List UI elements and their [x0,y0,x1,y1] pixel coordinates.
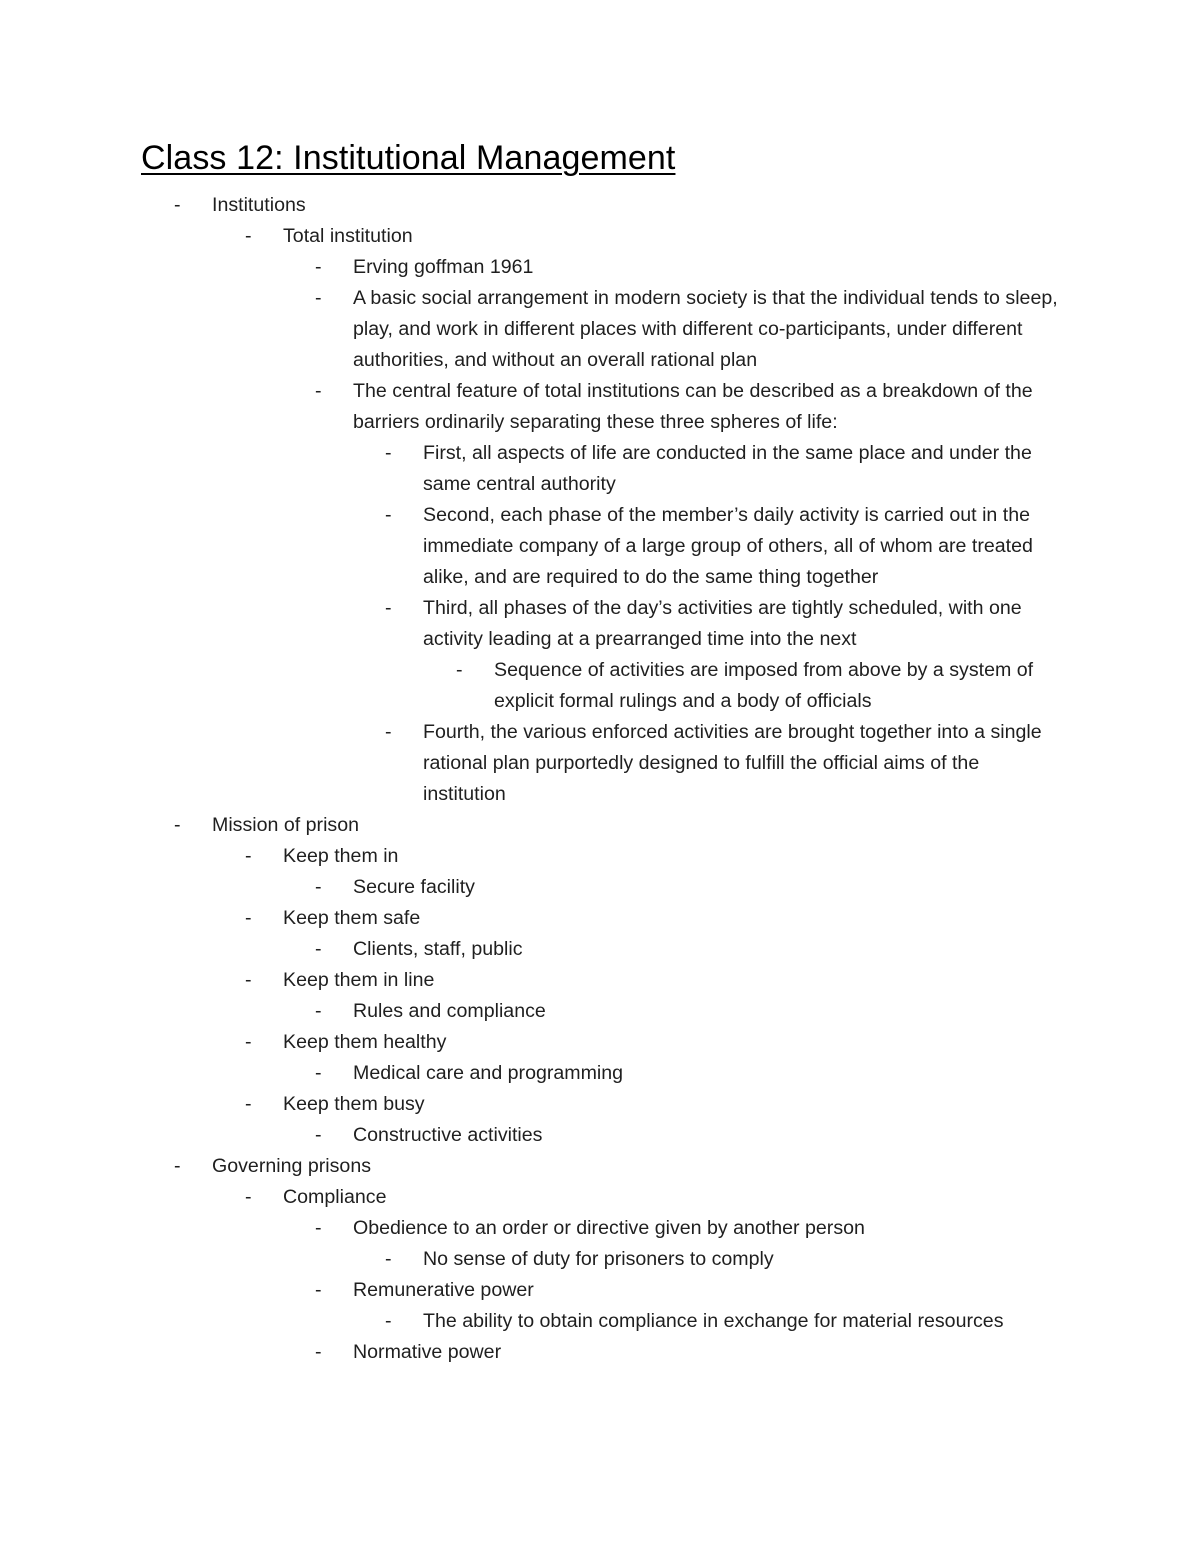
outline-item-text: Governing prisons [212,1155,372,1177]
dash-bullet-icon: - [315,1062,322,1084]
outline-item-level-0 [0,1151,1032,1182]
outline-item-text: The central feature of total institutions can be described as a breakdown of the barriers ordinarily separating these three spheres of life: [353,380,1033,433]
dash-bullet-icon: - [385,504,392,526]
outline-item-text: Sequence of activities are imposed from above by a system of explicit formal rulings and a body of officials [494,659,1034,712]
outline-item-level-3 [0,500,1063,593]
outline-item-text: Keep them healthy [283,1031,447,1053]
outline-item-level-1 [0,965,1043,996]
outline-item-level-0 [0,810,1032,841]
outline-item-level-1 [0,903,1043,934]
outline-item-text: Remunerative power [353,1279,534,1301]
dash-bullet-icon: - [174,814,181,836]
outline-item-level-1 [0,841,1043,872]
dash-bullet-icon: - [174,1155,181,1177]
outline-item-text: Rules and compliance [353,1000,546,1022]
outline-item-level-2 [0,1213,1058,1244]
outline-item-level-3 [0,1244,1063,1275]
dash-bullet-icon: - [245,1093,252,1115]
dash-bullet-icon: - [174,194,181,216]
outline-item-level-2 [0,872,1058,903]
dash-bullet-icon: - [385,1310,392,1332]
outline-item-text: Second, each phase of the member’s daily activity is carried out in the immediate company of a large group of others, all of whom are treated alike, and are required to do the same thing together [423,504,1033,588]
outline-item-level-2 [0,1120,1058,1151]
outline-item-level-2 [0,1337,1058,1368]
dash-bullet-icon: - [315,380,322,402]
outline-item-level-1 [0,221,1043,252]
dash-bullet-icon: - [315,1279,322,1301]
outline-item-text: Keep them in line [283,969,435,991]
dash-bullet-icon: - [245,907,252,929]
dash-bullet-icon: - [315,876,322,898]
outline-item-text: Institutions [212,194,306,216]
dash-bullet-icon: - [456,659,463,681]
dash-bullet-icon: - [245,225,252,247]
outline-item-text: Obedience to an order or directive given by another person [353,1217,865,1239]
outline-item-text: The ability to obtain compliance in exchange for material resources [423,1310,1004,1332]
bulleted-outline [0,190,1200,1368]
dash-bullet-icon: - [385,721,392,743]
dash-bullet-icon: - [245,1031,252,1053]
outline-item-level-3 [0,438,1063,500]
dash-bullet-icon: - [245,969,252,991]
outline-item-level-3 [0,1306,1063,1337]
outline-item-level-1 [0,1089,1043,1120]
dash-bullet-icon: - [315,938,322,960]
outline-item-text: Third, all phases of the day’s activities are tightly scheduled, with one activity leading at a prearranged time into the next [423,597,1022,650]
outline-item-text: Clients, staff, public [353,938,523,960]
dash-bullet-icon: - [245,1186,252,1208]
outline-item-level-2 [0,1275,1058,1306]
page-title: Class 12: Institutional Management [141,139,676,177]
dash-bullet-icon: - [315,287,322,309]
outline-item-level-2 [0,376,1058,438]
outline-item-text: Normative power [353,1341,502,1363]
dash-bullet-icon: - [315,1124,322,1146]
dash-bullet-icon: - [315,256,322,278]
dash-bullet-icon: - [315,1000,322,1022]
outline-item-level-3 [0,717,1063,810]
outline-item-level-1 [0,1182,1043,1213]
outline-item-level-2 [0,1058,1058,1089]
outline-item-level-1 [0,1027,1043,1058]
outline-item-level-2 [0,934,1058,965]
dash-bullet-icon: - [315,1217,322,1239]
dash-bullet-icon: - [315,1341,322,1363]
dash-bullet-icon: - [245,845,252,867]
outline-item-text: Total institution [283,225,413,247]
outline-item-text: Keep them safe [283,907,421,929]
outline-item-text: Mission of prison [212,814,360,836]
outline-item-text: No sense of duty for prisoners to comply [423,1248,774,1270]
outline-item-level-2 [0,283,1058,376]
outline-item-level-0 [0,190,1032,221]
outline-item-text: Compliance [283,1186,387,1208]
dash-bullet-icon: - [385,442,392,464]
outline-item-text: Erving goffman 1961 [353,256,534,278]
outline-item-level-4 [0,655,1034,717]
outline-item-level-2 [0,996,1058,1027]
dash-bullet-icon: - [385,1248,392,1270]
outline-item-text: Constructive activities [353,1124,543,1146]
outline-item-level-3 [0,593,1063,655]
outline-item-text: Fourth, the various enforced activities are brought together into a single rational plan purportedly designed to fulfill the official aims of the institution [423,721,1042,805]
outline-item-text: Keep them in [283,845,399,867]
dash-bullet-icon: - [385,597,392,619]
outline-item-text: Medical care and programming [353,1062,624,1084]
outline-item-text: First, all aspects of life are conducted in the same place and under the same central authority [423,442,1032,495]
outline-item-text: A basic social arrangement in modern society is that the individual tends to sleep, play, and work in different places with different co-participants, under different authorities, and without an overall rational plan [353,287,1058,371]
outline-item-level-2 [0,252,1058,283]
outline-item-text: Keep them busy [283,1093,425,1115]
outline-item-text: Secure facility [353,876,475,898]
